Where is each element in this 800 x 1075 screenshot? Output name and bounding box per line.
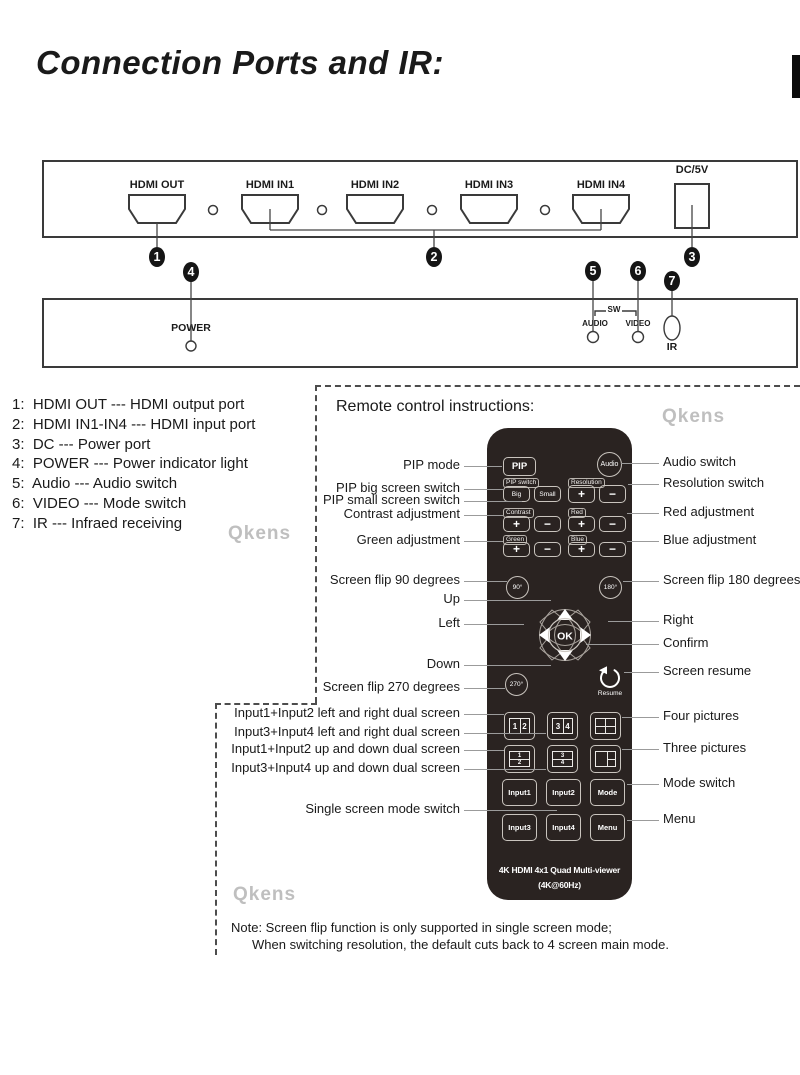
remote-left-label: Input3+Input4 up and down dual screen	[231, 760, 460, 775]
remote-left-label: PIP small screen switch	[322, 492, 460, 507]
callout-badge: 7	[664, 271, 680, 291]
legend-item: 6: VIDEO --- Mode switch	[12, 495, 187, 512]
hdmi-port-label: HDMI IN2	[350, 179, 400, 191]
group-tag: Green	[503, 535, 527, 545]
callout-badge: 6	[630, 261, 646, 281]
callout-line	[627, 784, 659, 785]
flip-180deg-button: 180°	[599, 576, 622, 599]
callout-badge: 3	[684, 247, 700, 267]
picture-button	[590, 712, 621, 740]
callout-line	[624, 672, 659, 673]
callout-line	[464, 688, 505, 689]
minus-button: −	[599, 542, 626, 557]
remote-right-label: Blue adjustment	[663, 532, 757, 547]
callout-line	[464, 665, 551, 666]
minus-button: −	[599, 516, 626, 532]
group-tag: Contrast	[503, 508, 534, 518]
callout-badge: 5	[585, 261, 601, 281]
legend-item: 5: Audio --- Audio switch	[12, 475, 178, 493]
remote-right-label: Three pictures	[663, 740, 747, 755]
remote-right-label: Confirm	[663, 635, 709, 650]
remote-right-label: Screen flip 180 degrees	[663, 572, 800, 587]
legend-item: 4: POWER --- Power indicator light	[12, 455, 248, 473]
ok-button-label: OK	[557, 630, 573, 643]
remote-left-label: Screen flip 270 degrees	[322, 679, 460, 694]
input2-button: Input2	[546, 779, 581, 806]
digit-cell: 1	[510, 752, 529, 760]
hdmi-port-label: HDMI OUT	[129, 179, 185, 191]
input3-button: Input3	[502, 814, 537, 841]
remote-right-label: Resolution switch	[663, 475, 765, 490]
callout-line	[464, 501, 522, 502]
callout-line	[464, 810, 557, 811]
watermark-remote: Qkens	[662, 406, 726, 427]
sw-label: SW	[607, 305, 621, 314]
picture-button	[504, 712, 535, 740]
legend-item: 1: HDMI OUT --- HDMI output port	[12, 396, 245, 413]
legend-item: 7: IR --- Infraed receiving	[12, 514, 183, 532]
callout-badge: 4	[183, 262, 199, 282]
callout-line	[464, 769, 546, 770]
dashed-border-top	[315, 385, 800, 387]
video-label: VIDEO	[625, 319, 651, 328]
callout-line	[464, 750, 504, 751]
remote-left-label: Input1+Input2 up and down dual screen	[231, 741, 460, 756]
remote-control	[487, 428, 632, 900]
plus-button: +	[568, 516, 595, 532]
remote-left-label: Input1+Input2 left and right dual screen	[234, 705, 460, 720]
flip-90deg-button: 90°	[506, 576, 529, 599]
digit-cell: 4	[560, 760, 565, 766]
watermark-bottom: Qkens	[233, 884, 297, 905]
callout-line	[623, 581, 659, 582]
page-title: Connection Ports and IR:	[36, 44, 444, 81]
watermark-legend: Qkens	[228, 523, 292, 544]
callout-line	[622, 717, 659, 718]
digit-cell: 1	[510, 719, 521, 733]
callout-line	[627, 513, 659, 514]
legend-item: 2: HDMI IN1-IN4 --- HDMI input port	[12, 415, 256, 433]
callout-badge: 1	[149, 247, 165, 267]
ir-label: IR	[666, 341, 678, 353]
callout-line	[464, 733, 546, 734]
remote-model-subtext: (4K@60Hz)	[538, 880, 581, 890]
picture-button	[547, 712, 578, 740]
plus-button: +	[568, 485, 595, 503]
remote-right-label: Menu	[663, 811, 696, 826]
hdmi-port-label: HDMI IN4	[576, 179, 626, 191]
callout-line	[627, 820, 659, 821]
small-button: Small	[534, 486, 561, 502]
remote-left-label: Down	[426, 656, 460, 671]
remote-left-label: Screen flip 90 degrees	[329, 572, 460, 587]
remote-left-label: Contrast adjustment	[343, 506, 460, 521]
picture-button	[590, 745, 621, 773]
remote-instructions-heading: Remote control instructions:	[336, 398, 535, 415]
remote-right-label: Four pictures	[663, 708, 739, 723]
remote-right-label: Screen resume	[663, 663, 752, 678]
input4-button: Input4	[546, 814, 581, 841]
group-tag: PIP switch	[503, 478, 539, 488]
digit-cell: 3	[553, 752, 572, 760]
remote-left-label: Single screen mode switch	[305, 801, 460, 816]
picture-button	[547, 745, 578, 773]
callout-line	[621, 463, 659, 464]
group-tag: Blue	[568, 535, 587, 545]
remote-left-label: Left	[438, 615, 460, 630]
back-panel	[42, 298, 798, 368]
menu-button: Menu	[590, 814, 625, 841]
flip-270deg-button: 270°	[505, 673, 528, 696]
callout-line	[586, 644, 659, 645]
digit-cell: 4	[565, 721, 570, 731]
mode-button: Mode	[590, 779, 625, 806]
vertical-split-icon	[509, 718, 530, 734]
plus-button: +	[568, 542, 595, 557]
group-tag: Red	[568, 508, 586, 518]
group-tag: Resolution	[568, 478, 605, 488]
hdmi-port-label: HDMI IN1	[245, 179, 295, 191]
callout-line	[464, 624, 524, 625]
plus-button: +	[503, 516, 530, 532]
three-pane-icon	[595, 751, 616, 767]
digit-cell: 3	[553, 719, 564, 733]
callout-line	[608, 621, 659, 622]
digit-cell: 2	[517, 760, 522, 766]
four-grid-icon	[595, 718, 616, 734]
plus-button: +	[503, 542, 530, 557]
dashed-border-left-upper	[315, 385, 317, 703]
input1-button: Input1	[502, 779, 537, 806]
callout-line	[622, 749, 659, 750]
callout-line	[464, 515, 503, 516]
grid-line	[596, 726, 615, 727]
dashed-border-left-lower	[215, 703, 217, 955]
callout-line	[464, 714, 504, 715]
note-line-1: Note: Screen flip function is only supported in single screen mode;	[231, 920, 612, 935]
remote-left-label: Up	[443, 591, 460, 606]
remote-right-label: Audio switch	[663, 454, 736, 469]
power-label: POWER	[171, 322, 211, 334]
remote-left-label: PIP mode	[403, 457, 460, 472]
callout-line	[464, 581, 507, 582]
resume-icon	[597, 664, 623, 690]
remote-left-label: Input3+Input4 left and right dual screen	[234, 724, 460, 739]
callout-line	[464, 489, 504, 490]
remote-left-label: Green adjustment	[356, 532, 460, 547]
callout-line	[464, 466, 502, 467]
remote-right-label: Right	[663, 612, 694, 627]
legend-item: 3: DC --- Power port	[12, 435, 151, 453]
remote-right-label: Mode switch	[663, 775, 736, 790]
remote-right-label: Red adjustment	[663, 504, 755, 519]
scan-artifact-bar	[792, 55, 800, 98]
callout-line	[627, 541, 659, 542]
horizontal-split-icon	[552, 751, 573, 767]
digit-cell: 2	[522, 721, 527, 731]
callout-badge: 2	[426, 247, 442, 267]
pane-line	[608, 759, 615, 760]
minus-button: −	[534, 542, 561, 557]
remote-model-text: 4K HDMI 4x1 Quad Multi-viewer	[498, 865, 621, 875]
pip-button: PIP	[503, 457, 536, 476]
callout-line	[464, 541, 503, 542]
callout-line	[628, 484, 659, 485]
minus-button: −	[534, 516, 561, 532]
big-button: Big	[503, 486, 530, 502]
hdmi-port-label: HDMI IN3	[464, 179, 514, 191]
audio-button: Audio	[597, 452, 622, 477]
note-line-2: When switching resolution, the default cuts back to 4 screen main mode.	[252, 937, 669, 952]
vertical-split-icon	[552, 718, 573, 734]
dc-port-label: DC/5V	[675, 164, 709, 176]
callout-line	[464, 600, 551, 601]
audio-label: AUDIO	[582, 319, 608, 328]
minus-button: −	[599, 485, 626, 503]
remote-left-label: PIP big screen switch	[335, 480, 460, 495]
resume-button-label: Resume	[597, 690, 623, 697]
horizontal-split-icon	[509, 751, 530, 767]
